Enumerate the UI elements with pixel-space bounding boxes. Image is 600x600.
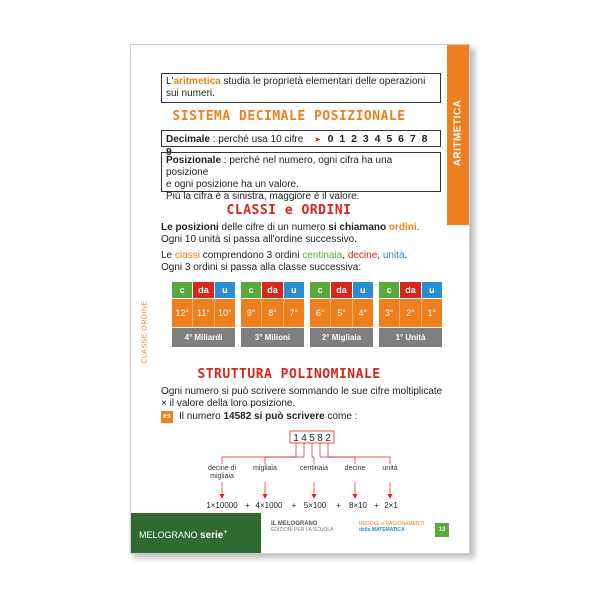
header-unita: u <box>284 282 304 298</box>
ordini-mid1: delle cifre di un numero <box>218 222 329 233</box>
decimale-text: : perché usa 10 cifre <box>209 134 304 145</box>
plus-sign: + <box>245 501 250 510</box>
polynomial-term: 1×10000 <box>206 501 238 510</box>
publisher-logo <box>271 521 334 533</box>
poly-line2: × il valore della loro posizione. <box>161 398 296 409</box>
position-label: decine <box>344 465 366 472</box>
polynomial-term: 8×10 <box>348 501 368 510</box>
class-name: 3° Milioni <box>241 328 304 347</box>
classi-unita: unità <box>382 250 405 261</box>
series-prefix: MELOGRANO <box>139 530 201 540</box>
plus-sign: + <box>336 501 341 510</box>
order-value: 8° <box>262 299 283 327</box>
intro-highlight: aritmetica <box>173 76 221 87</box>
page-number: 13 <box>435 523 449 537</box>
class-name: 2° Migliaia <box>310 328 373 347</box>
polynomial-term: 2×1 <box>384 501 398 510</box>
book-line2: della MATEMATICA <box>359 527 405 533</box>
classi-decine: decine <box>347 250 378 261</box>
order-value: 2° <box>400 299 421 327</box>
ordine-label: ORDINE <box>141 300 149 331</box>
order-value: 10° <box>218 308 232 318</box>
book-page <box>130 44 470 554</box>
polynomial-term: 4×1000 <box>255 501 283 510</box>
diagram-digit: 4 <box>301 433 307 444</box>
diagram-digit: 1 <box>293 433 299 444</box>
classi-end: . <box>404 250 408 261</box>
classi-line2: Ogni 3 ordini si passa alla classe successiva: <box>161 262 362 273</box>
arrow-head-icon <box>263 494 268 499</box>
class-name: 1° Unità <box>379 328 442 347</box>
posizionale-line1: : perché nel numero, ogni cifra ha una posizione <box>166 155 393 178</box>
order-value: 12° <box>172 299 193 327</box>
position-label: centinaia <box>299 465 329 472</box>
header-unita: u <box>422 282 442 298</box>
order-value: 5° <box>331 299 352 327</box>
classe-label: CLASSE <box>141 333 149 364</box>
header-centinaia: c <box>172 282 192 298</box>
header-decine: da <box>400 282 420 298</box>
plus-sign: + <box>291 501 297 510</box>
header-decine: da <box>331 282 351 298</box>
posizionale-line2: e ogni posizione ha un valore. <box>166 179 299 190</box>
classi-prefix: Le <box>161 250 175 261</box>
position-label: decine di <box>207 465 237 472</box>
classi-word: classi <box>174 250 200 261</box>
arrow-head-icon <box>353 494 358 499</box>
order-value: 6° <box>310 299 331 327</box>
arrow-head-icon <box>388 494 393 499</box>
ordini-bold1: Le posizioni <box>161 222 219 233</box>
diagram-digit: 5 <box>309 433 315 444</box>
arrow-head-icon <box>312 494 317 499</box>
example-end: come : <box>324 411 358 422</box>
publisher-name: IL MELOGRANO <box>271 521 318 527</box>
classi-sep2: , <box>377 250 383 261</box>
decimale-label: Decimale <box>166 134 210 145</box>
book-title <box>359 521 424 533</box>
posizionale-line3: Più la cifra è a sinistra, maggiore è il valore. <box>166 191 360 202</box>
position-label: migliaia <box>210 473 234 480</box>
plus-sign: + <box>374 501 379 510</box>
diagram-digit: 8 <box>317 433 323 444</box>
arrow-head-icon <box>220 494 225 499</box>
decimale-digits: 0 1 2 3 4 5 6 7 8 9 <box>166 133 429 158</box>
header-centinaia: c <box>310 282 330 298</box>
ordini-bold2: si chiamano <box>328 222 387 233</box>
class-name: 4° Miliardi <box>172 328 235 347</box>
header-decine: da <box>193 282 213 298</box>
series-bold: serie <box>200 530 224 541</box>
polynomial-diagram <box>131 45 470 554</box>
polynomial-term: 5×100 <box>303 501 327 510</box>
order-value: 9° <box>241 299 262 327</box>
example-icon: es <box>161 411 173 423</box>
order-value: 1° <box>427 308 437 318</box>
intro-text: studia le proprietà elementari delle operazioni sui numeri. <box>166 76 426 99</box>
position-label: unità <box>382 465 398 472</box>
example-number: 14582 <box>223 411 252 422</box>
chapter-tab-label: ARITMETICA <box>452 99 464 167</box>
header-decine: da <box>262 282 282 298</box>
example-suffix: si può scrivere <box>251 411 325 422</box>
order-value: 3° <box>379 299 400 327</box>
series-banner <box>131 513 261 554</box>
section-title-sistema: SISTEMA DECIMALE POSIZIONALE <box>172 109 406 124</box>
book-line1: REGOLE e RAGIONAMENTI <box>359 521 425 527</box>
position-label: migliaia <box>253 465 277 472</box>
intro-prefix: L' <box>166 76 174 87</box>
classi-mid: comprendono 3 ordini <box>199 250 303 261</box>
section-title-struttura: STRUTTURA POLINOMINALE <box>197 367 381 382</box>
header-unita: u <box>215 282 235 298</box>
poly-line1: Ogni numero si può scrivere sommando le sue cifre moltiplicate <box>161 386 443 397</box>
publisher-sub: EDIZIONI PER LA SCUOLA <box>271 527 334 533</box>
header-centinaia: c <box>379 282 399 298</box>
example-prefix: Il numero <box>179 411 224 422</box>
header-centinaia: c <box>241 282 261 298</box>
order-value: 7° <box>289 308 299 318</box>
series-plus: + <box>223 527 228 536</box>
ordini-end: . <box>416 222 420 233</box>
posizionale-label: Posizionale <box>166 155 222 166</box>
classi-centinaia: centinaia <box>302 250 343 261</box>
section-title-classi: CLASSI e ORDINI <box>226 203 352 218</box>
ordini-highlight: ordini <box>388 222 417 233</box>
order-value: 4° <box>358 308 368 318</box>
classi-sep1: , <box>342 250 348 261</box>
ordini-line2: Ogni 10 unità si passa all'ordine successivo. <box>161 234 357 245</box>
diagram-digit: 2 <box>325 433 331 444</box>
header-unita: u <box>353 282 373 298</box>
arrow-icon: ➤ <box>314 135 321 144</box>
order-value: 11° <box>193 299 214 327</box>
